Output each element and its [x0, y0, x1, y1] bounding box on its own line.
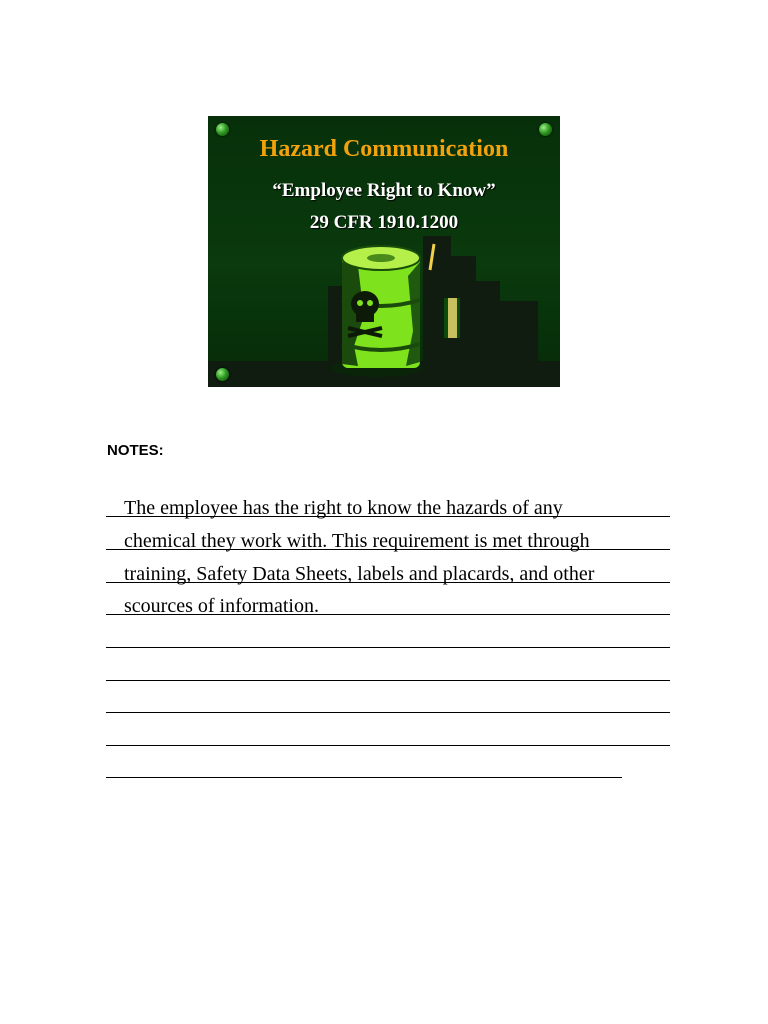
rivet-icon — [216, 123, 229, 136]
note-line-4: scources of information. — [124, 595, 319, 617]
writing-line — [106, 712, 670, 713]
writing-line — [106, 614, 670, 615]
writing-line — [106, 745, 670, 746]
writing-line — [106, 680, 670, 681]
note-line-3: training, Safety Data Sheets, labels and placards, and other — [124, 563, 595, 585]
writing-line — [106, 582, 670, 583]
slide-subtitle: “Employee Right to Know” — [272, 180, 496, 201]
rivet-icon — [539, 123, 552, 136]
writing-line — [106, 647, 670, 648]
writing-line — [106, 777, 622, 778]
note-line-2: chemical they work with. This requirement is met through — [124, 530, 590, 552]
notes-label: NOTES: — [107, 442, 164, 459]
writing-line — [106, 549, 670, 550]
slide-regulation: 29 CFR 1910.1200 — [309, 212, 459, 233]
note-line-1: The employee has the right to know the hazards of any — [124, 497, 563, 519]
slide-image — [208, 116, 560, 387]
rivet-icon — [216, 368, 229, 381]
writing-line — [106, 516, 670, 517]
slide-title: Hazard Communication — [259, 136, 509, 162]
